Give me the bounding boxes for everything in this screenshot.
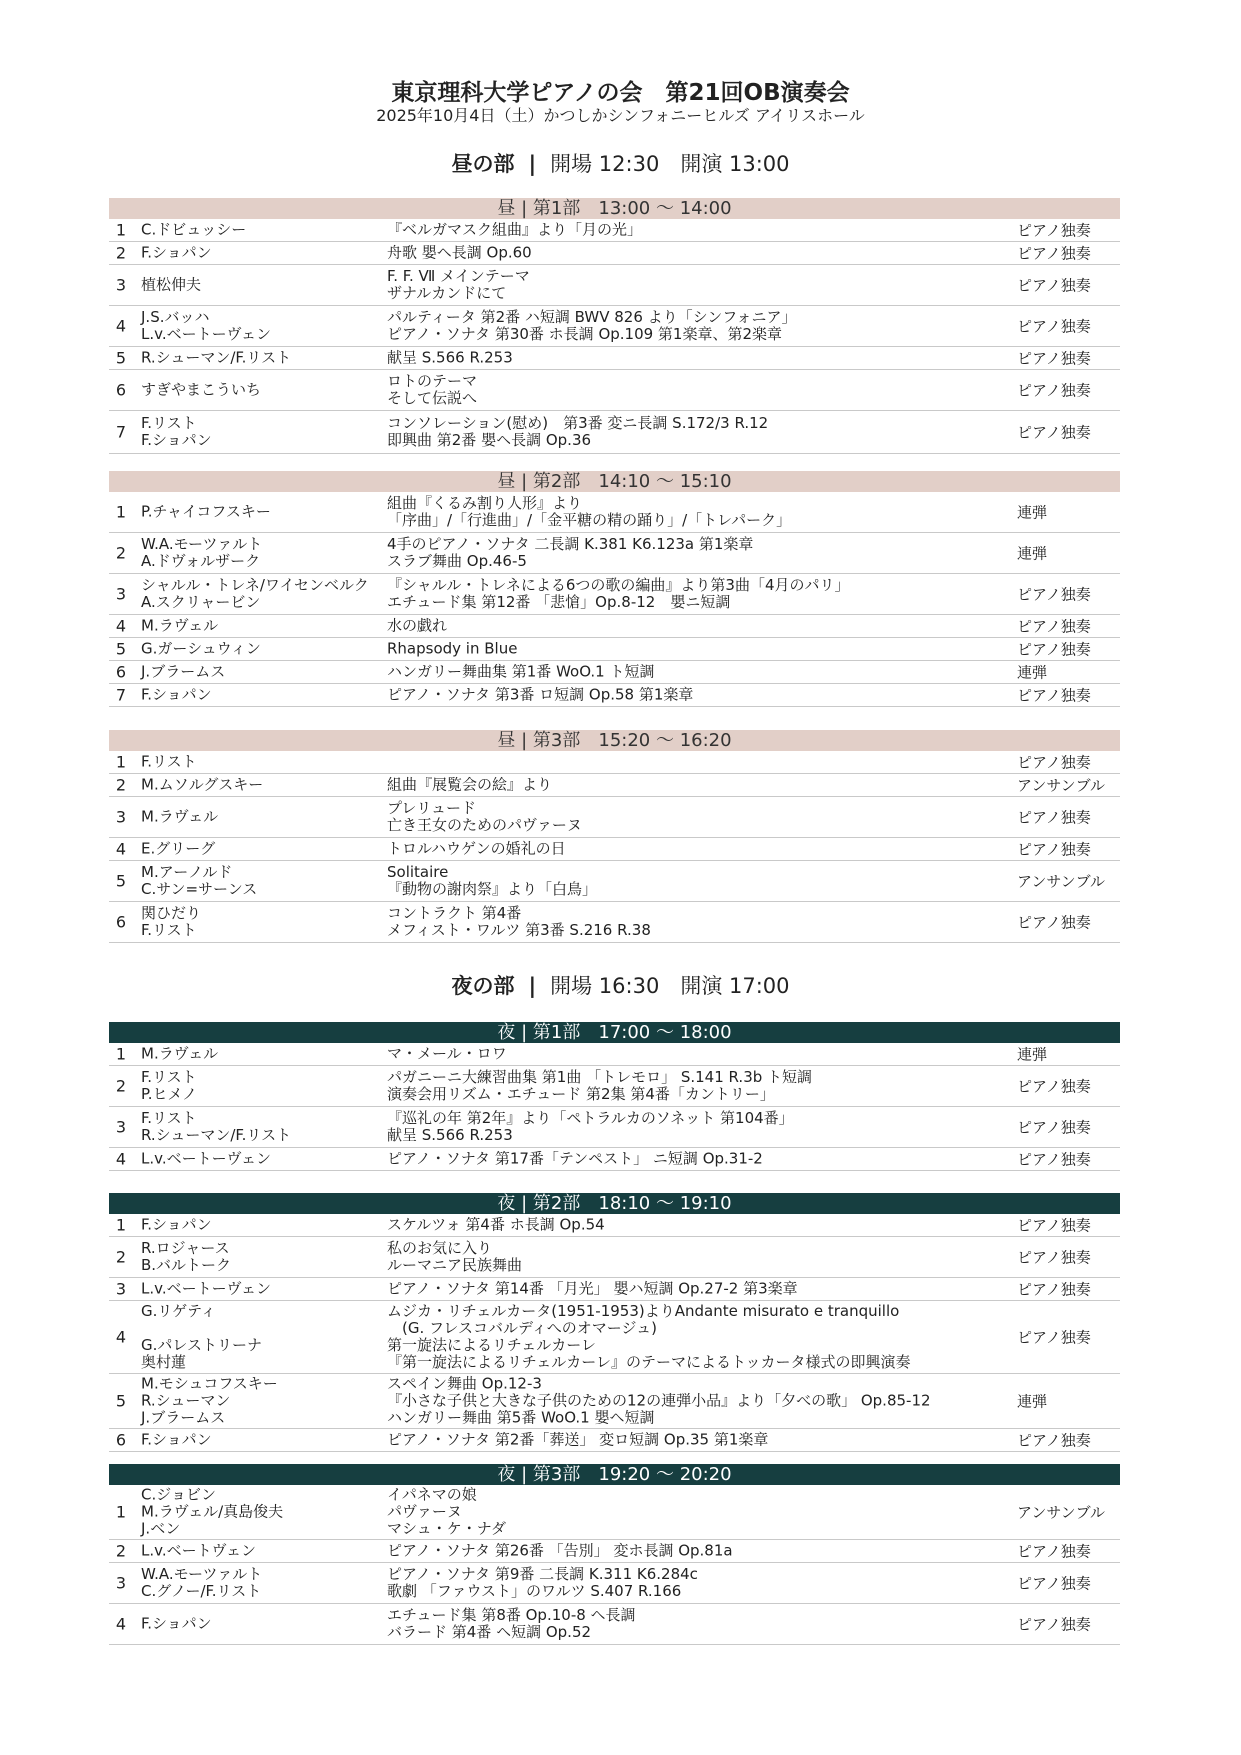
- work-title: 舟歌 嬰ヘ長調 Op.60: [387, 243, 532, 262]
- work-title: 『第一旋法によるリチェルカーレ』のテーマによるトッカータ様式の即興演奏: [387, 1353, 911, 1371]
- composer-name: F.リスト: [141, 414, 197, 432]
- work-title: ピアノ・ソナタ 第9番 二長調 K.311 K6.284c: [387, 1565, 698, 1583]
- page-subtitle: 2025年10月4日（土）かつしかシンフォニーヒルズ アイリスホール: [376, 106, 865, 125]
- work-cell: [387, 1543, 733, 1560]
- composer-cell: [141, 222, 246, 239]
- work-title: スケルツォ 第4番 ホ長調 Op.54: [387, 1215, 605, 1234]
- program-row: [109, 411, 1120, 454]
- composer-name: W.A.モーツァルト: [141, 535, 263, 553]
- composer-name: P.チャイコフスキー: [141, 502, 271, 521]
- item-number: 2: [115, 775, 127, 795]
- composer-name: M.ラヴェル: [141, 807, 219, 826]
- program-row: [109, 751, 1120, 774]
- page-title: 東京理科大学ピアノの会 第21回OB演奏会: [391, 80, 850, 106]
- item-number: 6: [115, 380, 127, 400]
- composer-cell: [141, 1110, 291, 1144]
- composer-name: J.S.バッハ: [141, 308, 210, 326]
- composer-cell: [141, 754, 197, 771]
- item-number: 2: [115, 543, 127, 563]
- composer-name: G.パレストリーナ: [141, 1336, 262, 1354]
- item-number: 5: [115, 1391, 127, 1411]
- composer-cell: [141, 1303, 262, 1371]
- composer-name: L.v.ベートーヴェン: [141, 1149, 272, 1168]
- work-title: 第一旋法によるリチェルカーレ: [387, 1336, 596, 1354]
- composer-cell: [141, 905, 201, 939]
- work-cell: [387, 415, 768, 449]
- item-number: 4: [115, 616, 127, 636]
- item-number: 4: [115, 1327, 127, 1347]
- composer-name: 奥村蓮: [141, 1353, 187, 1371]
- performance-type: 連弾: [1017, 503, 1048, 522]
- block-header: 夜 | 第3部 19:20 ～ 20:20: [109, 1464, 1120, 1485]
- work-cell: [387, 618, 447, 635]
- composer-cell: [141, 1046, 218, 1063]
- session-name: 夜の部: [451, 974, 515, 998]
- composer-cell: [141, 641, 261, 658]
- composer-name: F.ショパン: [141, 243, 212, 262]
- composer-cell: [141, 350, 291, 367]
- composer-name: G.ガーシュウィン: [141, 639, 261, 658]
- composer-name: C.グノー/F.リスト: [141, 1582, 262, 1600]
- work-title: バラード 第4番 ヘ短調 Op.52: [387, 1623, 592, 1641]
- performance-type: ピアノ独奏: [1017, 244, 1091, 263]
- composer-cell: [141, 245, 212, 262]
- item-number: 3: [115, 584, 127, 604]
- session-open-time: 開場 16:30: [550, 974, 660, 998]
- performance-type: ピアノ独奏: [1017, 423, 1091, 442]
- performance-type: ピアノ独奏: [1017, 808, 1091, 827]
- composer-name: F.ショパン: [141, 431, 212, 449]
- program-row: [109, 1237, 1120, 1278]
- session-start-time: 開演 13:00: [680, 152, 790, 176]
- program-block: [109, 198, 1120, 454]
- work-title: スペイン舞曲 Op.12-3: [387, 1374, 542, 1393]
- item-number: 3: [115, 275, 127, 295]
- composer-name: R.シューマン: [141, 1391, 231, 1410]
- work-cell: [387, 577, 850, 611]
- work-cell: [387, 1432, 768, 1449]
- composer-name: F.ショパン: [141, 1614, 212, 1633]
- work-cell: [387, 641, 517, 658]
- program-row: [109, 306, 1120, 347]
- work-title: 『巡礼の年 第2年』より「ペトラルカのソネット 第104番」: [387, 1109, 794, 1127]
- work-title: Solitaire: [387, 863, 449, 881]
- work-title: ハンガリー舞曲集 第1番 WoO.1 ト短調: [387, 662, 655, 681]
- composer-name: B.バルトーク: [141, 1256, 232, 1274]
- item-number: 5: [115, 639, 127, 659]
- program-row: [109, 219, 1120, 242]
- composer-name: R.シューマン/F.リスト: [141, 1126, 292, 1144]
- composer-name: F.ショパン: [141, 685, 212, 704]
- composer-name: W.A.モーツァルト: [141, 1565, 263, 1583]
- work-title: マシュ・ケ・ナダ: [387, 1519, 506, 1538]
- item-number: 7: [115, 685, 127, 705]
- composer-name: M.モシュコフスキー: [141, 1374, 278, 1393]
- composer-cell: [141, 1543, 256, 1560]
- work-title: パルティータ 第2番 ハ短調 BWV 826 より「シンフォニア」: [387, 308, 797, 326]
- composer-name: F.リスト: [141, 921, 197, 939]
- work-title: エチュード集 第12番 「悲愴」Op.8-12 嬰ニ短調: [387, 593, 731, 611]
- work-title: ピアノ・ソナタ 第14番 「月光」 嬰ハ短調 Op.27-2 第3楽章: [387, 1279, 798, 1298]
- work-title: コンソレーション(慰め) 第3番 変ニ長調 S.172/3 R.12: [387, 414, 769, 432]
- performance-type: ピアノ独奏: [1017, 349, 1091, 368]
- composer-name: 関ひだり: [141, 904, 202, 922]
- work-title: コントラクト 第4番: [387, 904, 522, 922]
- work-cell: [387, 864, 597, 898]
- performance-type: ピアノ独奏: [1017, 1150, 1091, 1169]
- performance-type: ピアノ独奏: [1017, 381, 1091, 400]
- composer-cell: [141, 1376, 278, 1427]
- performance-type: ピアノ独奏: [1017, 1248, 1091, 1267]
- work-cell: [387, 1046, 507, 1063]
- item-number: 1: [115, 1215, 127, 1235]
- composer-name: A.ドヴォルザーク: [141, 552, 261, 570]
- item-number: 7: [115, 422, 127, 442]
- work-title: メフィスト・ワルツ 第3番 S.216 R.38: [387, 921, 651, 939]
- work-cell: [387, 222, 642, 239]
- program-row: [109, 1563, 1120, 1604]
- composer-name: L.v.ベートーヴェン: [141, 1279, 272, 1298]
- composer-cell: [141, 1487, 283, 1538]
- composer-name: J.ベン: [141, 1519, 181, 1538]
- work-cell: [387, 350, 513, 367]
- work-cell: [387, 1069, 812, 1103]
- work-cell: [387, 536, 753, 570]
- composer-name: C.サン=サーンス: [141, 880, 258, 898]
- composer-name: M.ラヴェル/真島俊夫: [141, 1502, 284, 1521]
- composer-cell: [141, 841, 215, 858]
- composer-cell: [141, 777, 263, 794]
- work-title: プレリュード: [387, 799, 476, 817]
- composer-name: F.リスト: [141, 752, 197, 771]
- program-block: [109, 471, 1120, 707]
- program-block: [109, 1464, 1120, 1645]
- program-row: [109, 1066, 1120, 1107]
- program-row: [109, 1301, 1120, 1374]
- program-row: [109, 492, 1120, 533]
- performance-type: ピアノ独奏: [1017, 585, 1091, 604]
- work-title: ルーマニア民族舞曲: [387, 1256, 523, 1274]
- session-heading-night: [0, 970, 1241, 1000]
- composer-cell: [141, 309, 271, 343]
- work-title: 献呈 S.566 R.253: [387, 348, 513, 367]
- performance-type: ピアノ独奏: [1017, 276, 1091, 295]
- composer-cell: [141, 664, 225, 681]
- program-row: [109, 347, 1120, 370]
- work-title: ピアノ・ソナタ 第30番 ホ長調 Op.109 第1楽章、第2楽章: [387, 325, 783, 343]
- work-cell: [387, 664, 655, 681]
- item-number: 3: [115, 1279, 127, 1299]
- program-row: [109, 265, 1120, 306]
- work-title: ムジカ・リチェルカータ(1951-1953)よりAndante misurato e tranquillo: [387, 1302, 900, 1320]
- session-start-time: 開演 17:00: [680, 974, 790, 998]
- session-heading-day: [0, 148, 1241, 178]
- block-header: 夜 | 第1部 17:00 ～ 18:00: [109, 1022, 1120, 1043]
- work-title: ロトのテーマ: [387, 372, 478, 390]
- performance-type: ピアノ独奏: [1017, 1077, 1091, 1096]
- item-number: 2: [115, 1541, 127, 1561]
- work-cell: [387, 687, 693, 704]
- composer-name: M.ラヴェル: [141, 1044, 219, 1063]
- performance-type: アンサンブル: [1017, 872, 1106, 891]
- item-number: 6: [115, 1430, 127, 1450]
- composer-name: すぎやまこういち: [141, 380, 262, 399]
- item-number: 3: [115, 1117, 127, 1137]
- work-cell: [387, 268, 530, 302]
- work-cell: [387, 1607, 636, 1641]
- performance-type: 連弾: [1017, 663, 1048, 682]
- program-block: [109, 1022, 1120, 1171]
- work-title: パガニーニ大練習曲集 第1曲 「トレモロ」 S.141 R.3b ト短調: [387, 1068, 813, 1086]
- composer-name: M.ラヴェル: [141, 616, 219, 635]
- work-cell: [387, 1217, 605, 1234]
- composer-name: M.ムソルグスキー: [141, 775, 264, 794]
- composer-cell: [141, 1281, 271, 1298]
- program-row: [109, 242, 1120, 265]
- program-block: [109, 1193, 1120, 1452]
- program-row: [109, 1278, 1120, 1301]
- composer-name: R.ロジャース: [141, 1239, 230, 1257]
- work-title: スラブ舞曲 Op.46-5: [387, 552, 527, 570]
- composer-name: J.ブラームス: [141, 662, 226, 681]
- work-title: ピアノ・ソナタ 第3番 ロ短調 Op.58 第1楽章: [387, 685, 694, 704]
- composer-name: R.シューマン/F.リスト: [141, 348, 292, 367]
- composer-cell: [141, 577, 369, 611]
- work-title: エチュード集 第8番 Op.10-8 ヘ長調: [387, 1606, 636, 1624]
- item-number: 3: [115, 1573, 127, 1593]
- work-cell: [387, 841, 566, 858]
- work-title: 4手のピアノ・ソナタ 二長調 K.381 K6.123a 第1楽章: [387, 535, 754, 553]
- composer-cell: [141, 809, 218, 826]
- composer-cell: [141, 1151, 271, 1168]
- program-row: [109, 684, 1120, 707]
- composer-name: F.リスト: [141, 1068, 197, 1086]
- performance-type: ピアノ独奏: [1017, 640, 1091, 659]
- work-cell: [387, 777, 552, 794]
- program-row: [109, 1214, 1120, 1237]
- performance-type: ピアノ独奏: [1017, 1216, 1091, 1235]
- work-cell: [387, 905, 651, 939]
- composer-name: [141, 1320, 262, 1337]
- composer-name: シャルル・トレネ/ワイセンベルク: [141, 576, 369, 594]
- work-title: 献呈 S.566 R.253: [387, 1126, 513, 1144]
- work-cell: [387, 309, 797, 343]
- item-number: 1: [115, 1044, 127, 1064]
- composer-cell: [141, 1240, 231, 1274]
- block-header: 夜 | 第2部 18:10 ～ 19:10: [109, 1193, 1120, 1214]
- work-title: 亡き王女のためのパヴァーヌ: [387, 816, 582, 834]
- composer-cell: [141, 277, 201, 294]
- composer-name: F.ショパン: [141, 1215, 212, 1234]
- work-title: 歌劇 「ファウスト」のワルツ S.407 R.166: [387, 1582, 682, 1600]
- block-header: 昼 | 第3部 15:20 ～ 16:20: [109, 730, 1120, 751]
- work-title: パヴァーヌ: [387, 1502, 462, 1521]
- performance-type: ピアノ独奏: [1017, 317, 1091, 336]
- item-number: 1: [115, 752, 127, 772]
- composer-cell: [141, 687, 212, 704]
- work-cell: [387, 1281, 798, 1298]
- program-row: [109, 861, 1120, 902]
- work-cell: [387, 495, 791, 529]
- composer-cell: [141, 1069, 197, 1103]
- program-row: [109, 615, 1120, 638]
- item-number: 2: [115, 1076, 127, 1096]
- composer-name: 植松伸夫: [141, 275, 202, 294]
- program-row: [109, 797, 1120, 838]
- program-row: [109, 1043, 1120, 1066]
- composer-name: C.ジョビン: [141, 1485, 216, 1504]
- composer-name: L.v.ベートーヴェン: [141, 325, 272, 343]
- program-row: [109, 1604, 1120, 1645]
- composer-name: F.リスト: [141, 1109, 197, 1127]
- composer-name: C.ドビュッシー: [141, 220, 247, 239]
- work-title: 水の戯れ: [387, 616, 448, 635]
- composer-name: F.ショパン: [141, 1430, 212, 1449]
- performance-type: ピアノ独奏: [1017, 1328, 1091, 1347]
- program-row: [109, 1148, 1120, 1171]
- work-cell: [387, 800, 582, 834]
- work-title: 『シャルル・トレネによる6つの歌の編曲』より第3曲「4月のパリ」: [387, 576, 850, 594]
- work-title: ハンガリー舞曲 第5番 WoO.1 嬰ヘ短調: [387, 1408, 655, 1427]
- work-title: 組曲『くるみ割り人形』より: [387, 494, 583, 512]
- work-title: 私のお気に入り: [387, 1239, 493, 1257]
- program-row: [109, 1374, 1120, 1429]
- work-title: イパネマの娘: [387, 1485, 477, 1504]
- program-row: [109, 1429, 1120, 1452]
- program-row: [109, 533, 1120, 574]
- item-number: 5: [115, 871, 127, 891]
- composer-cell: [141, 864, 257, 898]
- work-title: 組曲『展覧会の絵』より: [387, 775, 553, 794]
- composer-name: L.v.ベートヴェン: [141, 1541, 257, 1560]
- program-row: [109, 838, 1120, 861]
- composer-name: M.アーノルド: [141, 863, 233, 881]
- block-header: 昼 | 第1部 13:00 ～ 14:00: [109, 198, 1120, 219]
- performance-type: ピアノ独奏: [1017, 840, 1091, 859]
- work-cell: [387, 1566, 698, 1600]
- performance-type: ピアノ独奏: [1017, 686, 1091, 705]
- work-title: 『ベルガマスク組曲』より「月の光」: [387, 220, 643, 239]
- composer-cell: [141, 1566, 262, 1600]
- work-title: マ・メール・ロワ: [387, 1044, 507, 1063]
- performance-type: 連弾: [1017, 1392, 1048, 1411]
- composer-cell: [141, 1432, 212, 1449]
- item-number: 1: [115, 1502, 127, 1522]
- composer-cell: [141, 1616, 212, 1633]
- item-number: 4: [115, 316, 127, 336]
- work-cell: [387, 373, 477, 407]
- session-separator: |: [528, 152, 537, 176]
- work-title: Rhapsody in Blue: [387, 639, 518, 658]
- item-number: 2: [115, 243, 127, 263]
- work-cell: [387, 1240, 522, 1274]
- work-title: 演奏会用リズム・エチュード 第2集 第4番「カントリー」: [387, 1085, 775, 1103]
- performance-type: ピアノ独奏: [1017, 913, 1091, 932]
- work-title: ザナルカンドにて: [387, 284, 507, 302]
- work-cell: [387, 1376, 931, 1427]
- performance-type: アンサンブル: [1017, 776, 1106, 795]
- performance-type: ピアノ独奏: [1017, 1542, 1091, 1561]
- performance-type: ピアノ独奏: [1017, 1615, 1091, 1634]
- item-number: 1: [115, 502, 127, 522]
- work-cell: [387, 245, 532, 262]
- program-row: [109, 370, 1120, 411]
- work-title: ピアノ・ソナタ 第26番 「告別」 変ホ長調 Op.81a: [387, 1541, 733, 1560]
- item-number: 4: [115, 1149, 127, 1169]
- composer-cell: [141, 1217, 212, 1234]
- item-number: 2: [115, 1247, 127, 1267]
- block-header: 昼 | 第2部 14:10 ～ 15:10: [109, 471, 1120, 492]
- program-block: [109, 730, 1120, 943]
- work-title: トロルハウゲンの婚礼の日: [387, 839, 566, 858]
- work-title: 『小さな子供と大きな子供のための12の連弾小品』より「夕べの歌」 Op.85-12: [387, 1391, 931, 1410]
- performance-type: 連弾: [1017, 544, 1048, 563]
- work-title: (G. フレスコバルディへのオマージュ): [387, 1319, 658, 1337]
- work-cell: [387, 1110, 794, 1144]
- performance-type: ピアノ独奏: [1017, 753, 1091, 772]
- composer-cell: [141, 536, 262, 570]
- performance-type: ピアノ独奏: [1017, 1574, 1091, 1593]
- composer-cell: [141, 415, 212, 449]
- program-row: [109, 638, 1120, 661]
- program-row: [109, 574, 1120, 615]
- program-row: [109, 1540, 1120, 1563]
- composer-name: J.ブラームス: [141, 1408, 226, 1427]
- composer-name: E.グリーグ: [141, 839, 216, 858]
- work-cell: [387, 1151, 763, 1168]
- item-number: 6: [115, 662, 127, 682]
- item-number: 4: [115, 839, 127, 859]
- session-separator: |: [528, 974, 537, 998]
- performance-type: ピアノ独奏: [1017, 617, 1091, 636]
- composer-name: A.スクリャービン: [141, 593, 261, 611]
- item-number: 5: [115, 348, 127, 368]
- performance-type: 連弾: [1017, 1045, 1048, 1064]
- program-row: [109, 1107, 1120, 1148]
- performance-type: アンサンブル: [1017, 1503, 1106, 1522]
- program-row: [109, 1485, 1120, 1540]
- item-number: 3: [115, 807, 127, 827]
- session-open-time: 開場 12:30: [550, 152, 660, 176]
- work-title: そして伝説へ: [387, 389, 478, 407]
- performance-type: ピアノ独奏: [1017, 1118, 1091, 1137]
- composer-name: G.リゲティ: [141, 1302, 216, 1320]
- item-number: 1: [115, 220, 127, 240]
- performance-type: ピアノ独奏: [1017, 1431, 1091, 1450]
- performance-type: ピアノ独奏: [1017, 221, 1091, 240]
- work-title: 即興曲 第2番 嬰ヘ長調 Op.36: [387, 431, 592, 449]
- work-title: 『動物の謝肉祭』より「白鳥」: [387, 880, 598, 898]
- program-row: [109, 902, 1120, 943]
- work-title: ピアノ・ソナタ 第2番「葬送」 変ロ短調 Op.35 第1楽章: [387, 1430, 769, 1449]
- composer-cell: [141, 382, 261, 399]
- work-title: F. F. Ⅶ メインテーマ: [387, 267, 530, 285]
- performance-type: ピアノ独奏: [1017, 1280, 1091, 1299]
- composer-cell: [141, 504, 271, 521]
- session-name: 昼の部: [451, 152, 515, 176]
- item-number: 6: [115, 912, 127, 932]
- item-number: 4: [115, 1614, 127, 1634]
- composer-name: P.ヒメノ: [141, 1085, 198, 1103]
- work-cell: [387, 1487, 506, 1538]
- composer-cell: [141, 618, 218, 635]
- work-title: 「序曲」/「行進曲」/「金平糖の精の踊り」/「トレパーク」: [387, 511, 792, 529]
- work-title: ピアノ・ソナタ 第17番「テンペスト」 ニ短調 Op.31-2: [387, 1149, 763, 1168]
- program-row: [109, 661, 1120, 684]
- program-row: [109, 774, 1120, 797]
- work-cell: [387, 1303, 911, 1371]
